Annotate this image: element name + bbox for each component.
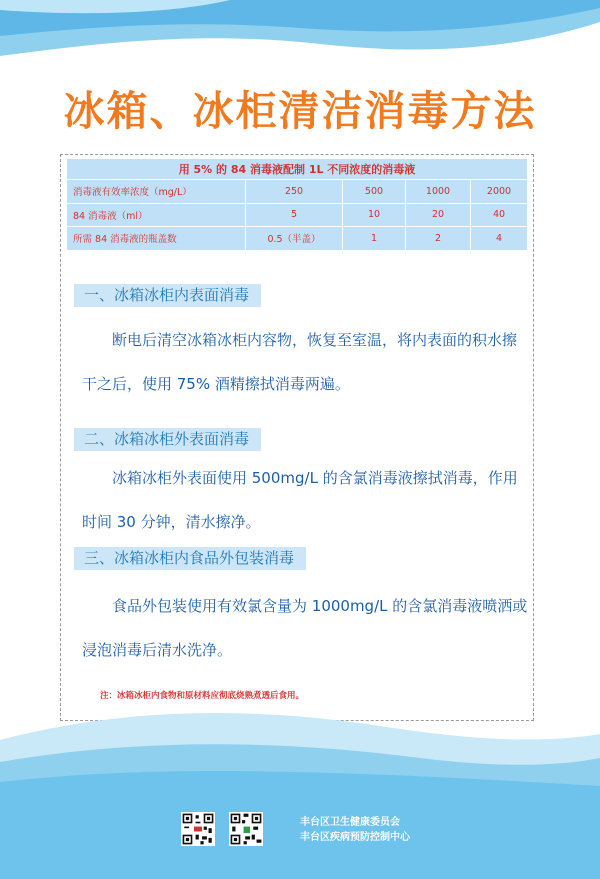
- table-cell: 5: [246, 203, 343, 227]
- table-cell: 2: [406, 227, 471, 251]
- row-label: 消毒液有效率浓度（mg/L）: [67, 180, 246, 204]
- note-text: 注：冰箱冰柜内食物和原材料应彻底烧熟煮透后食用。: [100, 691, 305, 701]
- page-title: 冰箱、冰柜清洁消毒方法: [63, 87, 537, 135]
- qr-code-icon: [229, 812, 263, 846]
- table-row: [67, 180, 528, 204]
- table-cell: 1000: [406, 180, 471, 204]
- row-label: 所需 84 消毒液的瓶盖数: [67, 227, 246, 251]
- table-cell: 250: [246, 180, 343, 204]
- section-heading-3: 三、冰箱冰柜内食品外包装消毒: [74, 547, 306, 570]
- section-heading-1: 一、冰箱冰柜内表面消毒: [74, 284, 261, 307]
- section-body-2: 冰箱冰柜外表面使用 500mg/L 的含氯消毒液擦拭消毒，作用时间 30 分钟，清水擦净。: [82, 469, 518, 531]
- org-name: 丰台区卫生健康委员会: [300, 817, 400, 828]
- bottom-wave-decoration: [0, 700, 600, 800]
- concentration-table: [66, 158, 528, 251]
- table-cell: 4: [471, 227, 528, 251]
- section-heading-2: 二、冰箱冰柜外表面消毒: [74, 428, 261, 451]
- section-body-3: 食品外包装使用有效氯含量为 1000mg/L 的含氯消毒液喷洒或浸泡消毒后清水洗净。: [82, 597, 528, 659]
- table-caption: 用 5% 的 84 消毒液配制 1L 不同浓度的消毒液: [67, 159, 528, 180]
- table-cell: 2000: [471, 180, 528, 204]
- table-cell: 0.5（半盖）: [246, 227, 343, 251]
- table-cell: 1: [343, 227, 406, 251]
- row-label: 84 消毒液（ml）: [67, 203, 246, 227]
- section-body-1: 断电后清空冰箱冰柜内容物，恢复至室温，将内表面的积水擦干之后，使用 75% 酒精擦拭消毒两遍。: [82, 331, 518, 393]
- table-row: [67, 203, 528, 227]
- top-wave-decoration: [0, 0, 600, 70]
- table-cell: 40: [471, 203, 528, 227]
- org-name: 丰台区疾病预防控制中心: [300, 832, 410, 843]
- table-cell: 500: [343, 180, 406, 204]
- table-row: [67, 227, 528, 251]
- table-cell: 10: [343, 203, 406, 227]
- footer-organizations: [300, 815, 410, 845]
- table-cell: 20: [406, 203, 471, 227]
- qr-code-icon: [181, 812, 215, 846]
